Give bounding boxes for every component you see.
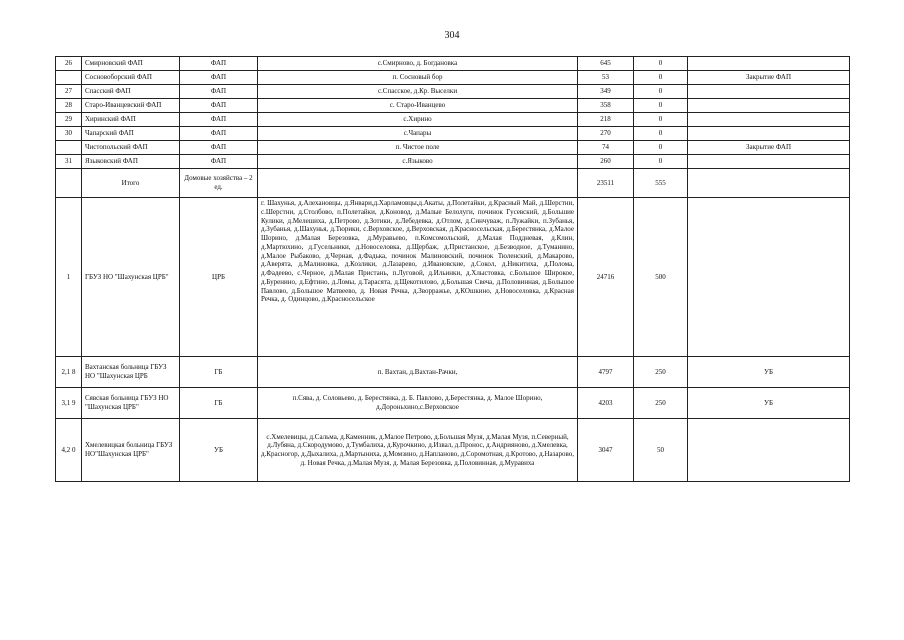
beds: 0	[634, 57, 688, 71]
population: 53	[578, 71, 634, 85]
table-row	[56, 388, 850, 419]
settlements: п. Чистое поле	[258, 141, 578, 155]
beds: 0	[634, 127, 688, 141]
beds: 0	[634, 141, 688, 155]
settlements: с.Чапары	[258, 127, 578, 141]
facility-name: Чапарский ФАП	[82, 127, 180, 141]
population: 74	[578, 141, 634, 155]
population: 4797	[578, 357, 634, 388]
note: Закрытие ФАП	[688, 141, 850, 155]
population: 358	[578, 99, 634, 113]
settlements: п. Вахтан, д.Вахтан-Рачки,	[258, 357, 578, 388]
facility-name: Итого	[82, 169, 180, 198]
table-row	[56, 85, 850, 99]
note	[688, 99, 850, 113]
beds: 555	[634, 169, 688, 198]
note: Закрытие ФАП	[688, 71, 850, 85]
facility-type: ЦРБ	[180, 198, 258, 357]
settlements	[258, 169, 578, 198]
facility-type: ФАП	[180, 85, 258, 99]
table-row	[56, 419, 850, 482]
table-row	[56, 99, 850, 113]
table-row	[56, 57, 850, 71]
facility-name: Сявская больница ГБУЗ НО "Шахунская ЦРБ"	[82, 388, 180, 419]
beds: 0	[634, 113, 688, 127]
settlements: с.Хирино	[258, 113, 578, 127]
beds: 500	[634, 198, 688, 357]
table-row	[56, 169, 850, 198]
row-number: 31	[56, 155, 82, 169]
population: 3047	[578, 419, 634, 482]
facility-name: Вахтанская больница ГБУЗ НО "Шахунская ЦРБ	[82, 357, 180, 388]
row-number: 3,1 9	[56, 388, 82, 419]
row-number: 1	[56, 198, 82, 357]
row-number	[56, 141, 82, 155]
table-row	[56, 71, 850, 85]
note: УБ	[688, 357, 850, 388]
note	[688, 198, 850, 357]
population: 24716	[578, 198, 634, 357]
facility-name: Чистопольский ФАП	[82, 141, 180, 155]
beds: 0	[634, 71, 688, 85]
facility-type: УБ	[180, 419, 258, 482]
note: УБ	[688, 388, 850, 419]
population: 349	[578, 85, 634, 99]
settlements: с.Языково	[258, 155, 578, 169]
table-row	[56, 155, 850, 169]
facility-type: ФАП	[180, 71, 258, 85]
facility-name: Языковский ФАП	[82, 155, 180, 169]
note	[688, 85, 850, 99]
settlements: с.Смирново, д. Богдановка	[258, 57, 578, 71]
population: 260	[578, 155, 634, 169]
facility-name: Смирновский ФАП	[82, 57, 180, 71]
facility-name: Хмелевицкая больница ГБУЗ НО"Шахунская ЦРБ"	[82, 419, 180, 482]
beds: 250	[634, 388, 688, 419]
table-body	[56, 57, 850, 482]
settlements: с. Старо-Иванцево	[258, 99, 578, 113]
population: 218	[578, 113, 634, 127]
facility-type: ФАП	[180, 155, 258, 169]
facility-type: ФАП	[180, 141, 258, 155]
note	[688, 127, 850, 141]
row-number: 4,2 0	[56, 419, 82, 482]
note	[688, 419, 850, 482]
table-row	[56, 113, 850, 127]
beds: 0	[634, 85, 688, 99]
beds: 250	[634, 357, 688, 388]
table-row	[56, 127, 850, 141]
row-number: 29	[56, 113, 82, 127]
facility-type: ГБ	[180, 388, 258, 419]
population: 4203	[578, 388, 634, 419]
row-number: 28	[56, 99, 82, 113]
facility-type: ФАП	[180, 113, 258, 127]
table-row	[56, 357, 850, 388]
settlements: с.Хмелевицы, д.Сальма, д.Каменник, д.Малое Петрово, д.Большая Музя, д.Малая Музя, п.Северный, д.Лубяна, д.Скородумово, д.Тумбалиха, д.Курочкино, д.Извал, д.Пронос, д.Андрияново, д.Хмелевка, д.Красногор, д.Дыхалиха, д.Мартыниха, д.Момзино, д.Напланово, д.Соромотная, д.Кротово, д.Назарово, д. Новая Речка, д.Малая Музя, д. Малая Березовка, д.Половинная, д.Муравиха	[258, 419, 578, 482]
note	[688, 57, 850, 71]
settlements: п. Сосновый бор	[258, 71, 578, 85]
facility-type: Домовые хозяйства – 2 ед.	[180, 169, 258, 198]
note	[688, 169, 850, 198]
row-number	[56, 169, 82, 198]
facilities-table	[55, 56, 850, 482]
facility-name: Хиринский ФАП	[82, 113, 180, 127]
facility-type: ГБ	[180, 357, 258, 388]
beds: 0	[634, 99, 688, 113]
note	[688, 113, 850, 127]
facility-type: ФАП	[180, 57, 258, 71]
table-row	[56, 141, 850, 155]
settlements: с.Спасское, д.Кр. Выселки	[258, 85, 578, 99]
facility-type: ФАП	[180, 99, 258, 113]
row-number: 30	[56, 127, 82, 141]
facility-name: Спасский ФАП	[82, 85, 180, 99]
facility-type: ФАП	[180, 127, 258, 141]
population: 645	[578, 57, 634, 71]
page-number: 304	[444, 30, 460, 41]
beds: 0	[634, 155, 688, 169]
facility-name: Старо-Иванцевский ФАП	[82, 99, 180, 113]
population: 23511	[578, 169, 634, 198]
facility-name: ГБУЗ НО "Шахунская ЦРБ"	[82, 198, 180, 357]
row-number: 27	[56, 85, 82, 99]
note	[688, 155, 850, 169]
settlements: г. Шахунья, д.Алехановцы, д.Январи,д.Харламовцы,д.Акаты, д.Полетайки, д.Красный Май, д.Шерстни, с.Шерстни, д.Столбово, п.Полетайки, д.Коновод, д.Малые Белолуги, починок Гусевский, д.Большие Кулики, д.Мелешиха, д.Петрово, д.Зотики, д.Лебедевка, д.Отлом, д.Синчуваж, п.Лужайки, п.Зубанья, д.Зубанья, д.Шахунья, д.Тюрики, с.Верховское, д.Верховская, д.Красносельская, д.Берестянка, д.Малое Шорино, д.Малая Березовка, д.Муравьево, п.Комсомольский, д.Малая Поддневая, д.Клин, д.Мартюхино, д.Гусельники, д.Новоселовка, д.Щербаж, д.Пристанское, д.Безводное, д.Туманино, д.Малое Рыбаково, д.Черная, д.Фадька, починок Малиновский, починок Тюленский, д.Макарово, д.Аверята, д.Малиновка, д.Козлики, д.Лазарево, д.Ивановские, д.Сокол, д.Никитиха, д.Полома, д.Фадеево, с.Черное, д.Малая Пристань, п.Луговой, д.Ильинки, д.Хлыстовка, с.Большое Широкое, д.Буренино, д.Ефтино, д.Ломы, д.Тарасята, д.Щекотилово, д.Большая Свеча, д.Половинная, д.Большое Павлово, д.Большое Матвеево, д. Новая Речка, д.Зворражье, д.КОшкино, д.Новоселовка, д.Красная Речка, д. Одинцово, д.Красносельское	[258, 198, 578, 357]
table-row	[56, 198, 850, 357]
settlements: п.Сява, д. Соловьево, д. Берестянка, д. Б. Павлово, д.Берестянка, д. Малое Шорино, д.Дороньхино,с.Верховское	[258, 388, 578, 419]
row-number: 26	[56, 57, 82, 71]
beds: 50	[634, 419, 688, 482]
row-number: 2,1 8	[56, 357, 82, 388]
population: 270	[578, 127, 634, 141]
facility-name: Сосновоборский ФАП	[82, 71, 180, 85]
row-number	[56, 71, 82, 85]
